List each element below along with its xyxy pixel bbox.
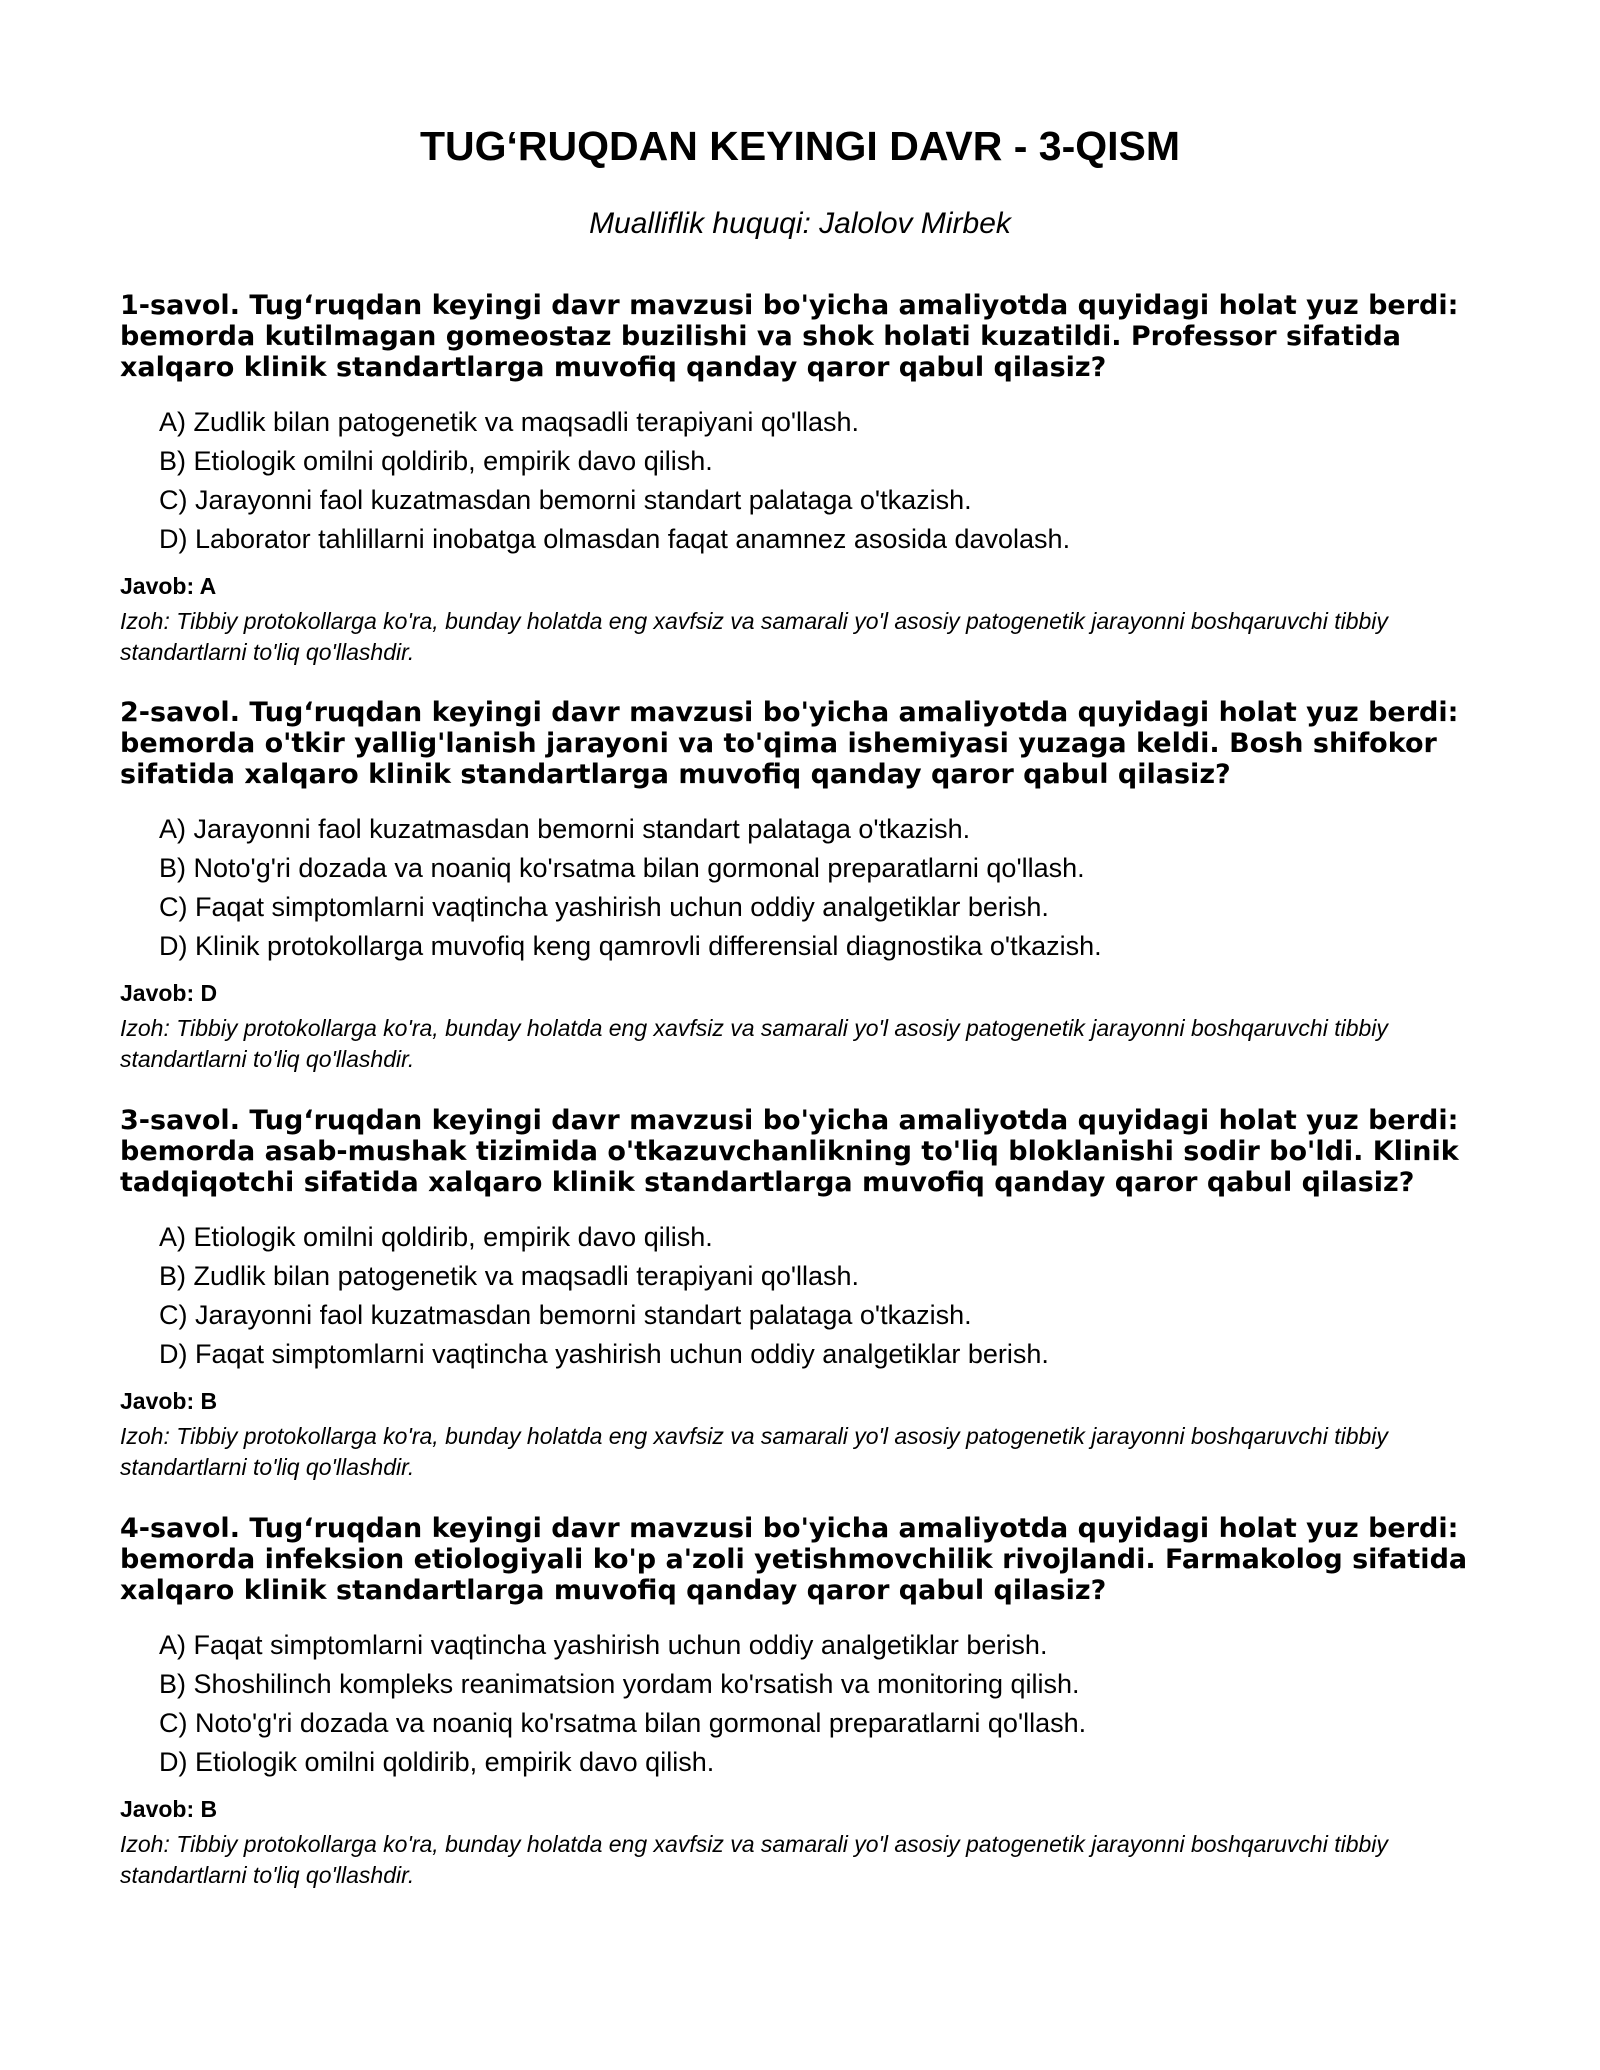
option-b: B) Etiologik omilni qoldirib, empirik davo qilish. — [159, 446, 713, 476]
explanation-note: Izoh: Tibbiy protokollarga ko'ra, bunday holatda eng xavfsiz va samarali yo'l asosiy patogenetik jarayonni boshqaruvchi tibbiy standartlarni to'liq qo'llashdir. — [120, 1831, 1388, 1888]
option-b: B) Noto'g'ri dozada va noaniq ko'rsatma bilan gormonal preparatlarni qo'llash. — [159, 853, 1085, 883]
option-c: C) Faqat simptomlarni vaqtincha yashirish uchun oddiy analgetiklar berish. — [159, 892, 1049, 922]
option-a: A) Faqat simptomlarni vaqtincha yashirish uchun oddiy analgetiklar berish. — [159, 1630, 1048, 1660]
option-d: D) Laborator tahlillarni inobatga olmasdan faqat anamnez asosida davolash. — [159, 524, 1071, 554]
options-list — [120, 810, 1485, 966]
option-b: B) Zudlik bilan patogenetik va maqsadli terapiyani qo'llash. — [159, 1261, 860, 1291]
question-block-1 — [120, 290, 1485, 668]
question-text: 4-savol. Tug‘ruqdan keyingi davr mavzusi bo'yicha amaliyotda quyidagi holat yuz berdi: bemorda infeksion etiologiyali ko'p a'zoli yetishmovchilik rivojlandi. Farmakolog sifatida xalqaro klinik standartlarga muvofiq qanday qaror qabul qilasiz? — [120, 1513, 1468, 1606]
option-a: A) Etiologik omilni qoldirib, empirik davo qilish. — [159, 1222, 713, 1252]
question-text: 3-savol. Tug‘ruqdan keyingi davr mavzusi bo'yicha amaliyotda quyidagi holat yuz berdi: bemorda asab-mushak tizimida o'tkazuvchanlikning to'liq bloklanishi sodir bo'ldi. Klinik tadqiqotchi sifatida xalqaro klinik standartlarga muvofiq qanday qaror qabul qilasiz? — [120, 1105, 1459, 1198]
option-d: D) Faqat simptomlarni vaqtincha yashirish uchun oddiy analgetiklar berish. — [159, 1339, 1049, 1369]
option-c: C) Jarayonni faol kuzatmasdan bemorni standart palataga o'tkazish. — [159, 1300, 972, 1330]
question-block-4 — [120, 1513, 1485, 1891]
question-block-3 — [120, 1105, 1485, 1483]
option-a: A) Zudlik bilan patogenetik va maqsadli terapiyani qo'llash. — [159, 407, 860, 437]
question-text: 2-savol. Tug‘ruqdan keyingi davr mavzusi bo'yicha amaliyotda quyidagi holat yuz berdi: bemorda o'tkir yallig'lanish jarayoni va to'qima ishemiyasi yuzaga keldi. Bosh shifokor sifatida xalqaro klinik standartlarga muvofiq qanday qaror qabul qilasiz? — [120, 697, 1459, 790]
options-list — [120, 403, 1485, 559]
answer-label: Javob: B — [120, 1388, 218, 1414]
option-b: B) Shoshilinch kompleks reanimatsion yordam ko'rsatish va monitoring qilish. — [159, 1669, 1080, 1699]
option-d: D) Etiologik omilni qoldirib, empirik davo qilish. — [159, 1747, 715, 1777]
option-c: C) Noto'g'ri dozada va noaniq ko'rsatma bilan gormonal preparatlarni qo'llash. — [159, 1708, 1087, 1738]
explanation-note: Izoh: Tibbiy protokollarga ko'ra, bunday holatda eng xavfsiz va samarali yo'l asosiy patogenetik jarayonni boshqaruvchi tibbiy standartlarni to'liq qo'llashdir. — [120, 1423, 1388, 1480]
document-title: TUG‘RUQDAN KEYINGI DAVR - 3-QISM — [419, 123, 1181, 169]
options-list — [120, 1218, 1485, 1374]
answer-label: Javob: A — [120, 573, 217, 599]
explanation-note: Izoh: Tibbiy protokollarga ko'ra, bunday holatda eng xavfsiz va samarali yo'l asosiy patogenetik jarayonni boshqaruvchi tibbiy standartlarni to'liq qo'llashdir. — [120, 1015, 1388, 1072]
explanation-note: Izoh: Tibbiy protokollarga ko'ra, bunday holatda eng xavfsiz va samarali yo'l asosiy patogenetik jarayonni boshqaruvchi tibbiy standartlarni to'liq qo'llashdir. — [120, 608, 1388, 665]
document-author: Mualliflik huquqi: Jalolov Mirbek — [589, 207, 1011, 240]
question-block-2 — [120, 697, 1485, 1075]
option-c: C) Jarayonni faol kuzatmasdan bemorni standart palataga o'tkazish. — [159, 485, 972, 515]
options-list — [120, 1626, 1485, 1782]
option-d: D) Klinik protokollarga muvofiq keng qamrovli differensial diagnostika o'tkazish. — [159, 931, 1102, 961]
question-text: 1-savol. Tug‘ruqdan keyingi davr mavzusi bo'yicha amaliyotda quyidagi holat yuz berdi: bemorda kutilmagan gomeostaz buzilishi va shok holati kuzatildi. Professor sifatida xalqaro klinik standartlarga muvofiq qanday qaror qabul qilasiz? — [120, 290, 1459, 383]
answer-label: Javob: B — [120, 1796, 218, 1822]
option-a: A) Jarayonni faol kuzatmasdan bemorni standart palataga o'tkazish. — [159, 814, 971, 844]
answer-label: Javob: D — [120, 980, 218, 1006]
